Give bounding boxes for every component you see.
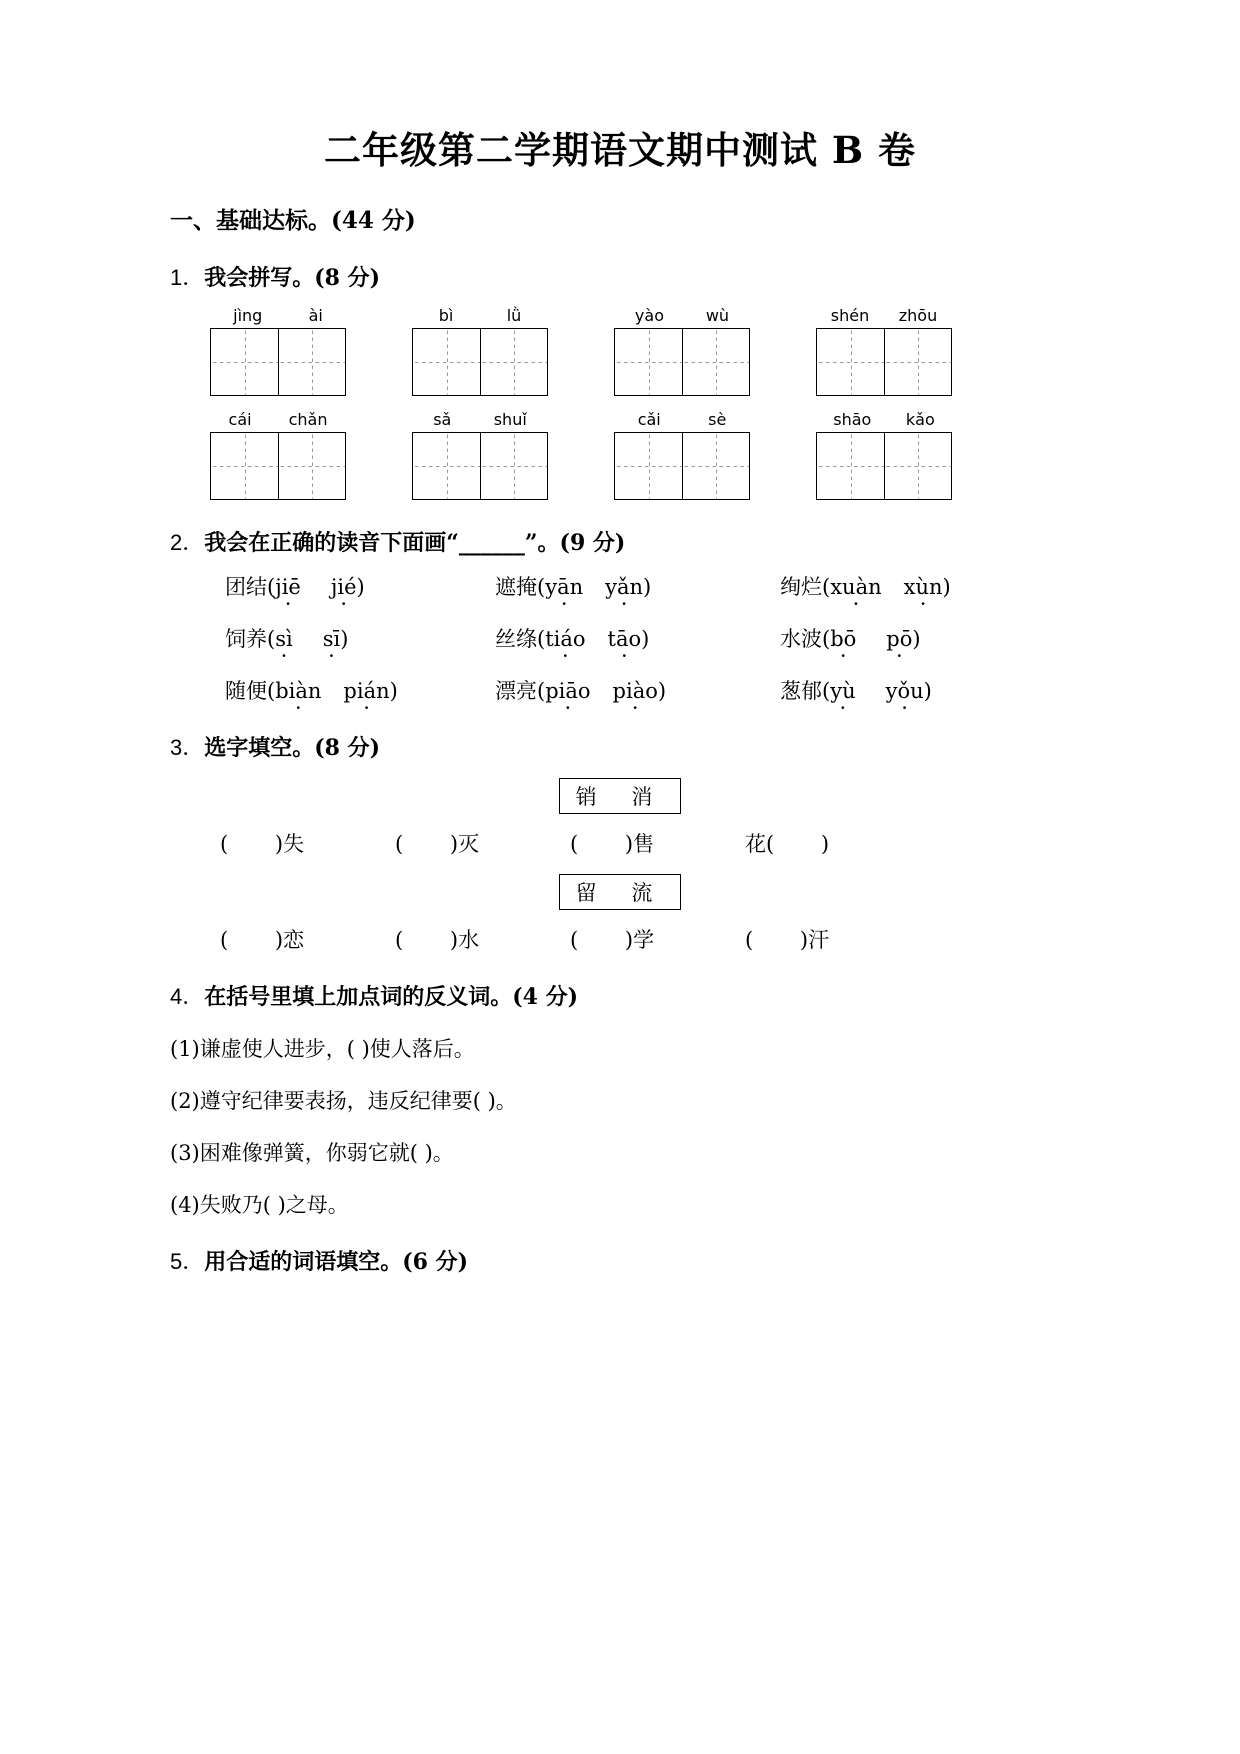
blank-item[interactable]: ( )汗 [745, 928, 830, 952]
writing-boxes[interactable] [210, 432, 346, 500]
word: 饲养 [225, 627, 267, 651]
pinyin-syllable: shāo [833, 410, 872, 429]
pinyin-syllable: cǎi [637, 410, 661, 429]
writing-cell[interactable] [413, 329, 480, 395]
question-2-text: 我会在正确的读音下面画“______”。(9 分) [204, 530, 626, 556]
pronunciation-item[interactable]: 绚烂(xuàn · xùn ·) [780, 571, 1060, 601]
blank-item[interactable]: ( )灭 [395, 832, 480, 856]
page-title: 二年级第二学期语文期中测试 B 卷 [323, 128, 917, 172]
writing-boxes[interactable] [816, 432, 952, 500]
writing-cell[interactable] [817, 329, 884, 395]
word: 水波 [780, 627, 822, 651]
option-a[interactable]: tiáo · [545, 627, 585, 651]
question-4-item[interactable]: (1)谦虚使人进步，( )使人落后。 [170, 1037, 475, 1061]
pronunciation-item[interactable]: 漂亮(piāo · piào ·) [495, 675, 780, 705]
word: 随便 [225, 679, 267, 703]
pronunciation-item[interactable]: 团结(jiē · jié ·) [225, 571, 495, 601]
writing-boxes[interactable] [614, 328, 750, 396]
pinyin-syllable: lǜ [506, 306, 522, 325]
pinyin-grid-item[interactable] [412, 410, 548, 500]
option-b[interactable]: pián · [343, 679, 389, 703]
pinyin-syllable: jìng [233, 306, 263, 325]
pinyin-labels [210, 306, 346, 325]
pinyin-labels [412, 306, 548, 325]
word: 团结 [225, 575, 267, 599]
pinyin-labels [210, 410, 346, 429]
question-4-heading [170, 980, 1070, 1011]
writing-cell[interactable] [278, 329, 345, 395]
question-3-number: 3． [170, 735, 205, 760]
option-a[interactable]: biàn · [275, 679, 321, 703]
writing-cell[interactable] [211, 329, 278, 395]
pinyin-grid-item[interactable] [614, 410, 750, 500]
question-1-text: 我会拼写。(8 分) [204, 265, 381, 291]
pinyin-syllable: shén [830, 306, 870, 325]
question-5-text: 用合适的词语填空。(6 分) [204, 1249, 469, 1275]
pinyin-syllable: bì [438, 306, 454, 325]
option-a[interactable]: xuàn · [830, 575, 881, 599]
question-4-text: 在括号里填上加点词的反义词。(4 分) [204, 984, 579, 1010]
blank-item[interactable]: ( )恋 [220, 928, 305, 952]
pinyin-labels [816, 410, 952, 429]
pinyin-syllable: kǎo [905, 410, 935, 429]
question-4-item[interactable]: (2)遵守纪律要表扬，违反纪律要( )。 [170, 1089, 517, 1113]
pinyin-syllable: cái [228, 410, 252, 429]
option-b[interactable]: xùn · [904, 575, 943, 599]
writing-cell[interactable] [884, 433, 951, 499]
question-1-heading [170, 261, 1070, 292]
blank-item[interactable]: ( )水 [395, 928, 480, 952]
writing-cell[interactable] [480, 433, 547, 499]
writing-cell[interactable] [413, 433, 480, 499]
question-3-heading [170, 731, 1070, 762]
blank-item[interactable]: ( )失 [220, 832, 305, 856]
pronunciation-row [225, 675, 1070, 705]
word: 遮掩 [495, 575, 537, 599]
question-4-item[interactable]: (3)困难像弹簧，你弱它就( )。 [170, 1141, 454, 1165]
option-b[interactable]: yǎn · [605, 575, 643, 599]
option-a[interactable]: jiē · [275, 575, 301, 599]
question-4-number: 4． [170, 984, 205, 1009]
pinyin-grid-row-2 [170, 410, 1070, 500]
blank-item[interactable]: ( )售 [570, 832, 655, 856]
option-a[interactable]: sì · [275, 627, 293, 651]
pinyin-syllable: sǎ [433, 410, 452, 429]
blank-item[interactable]: 花( ) [745, 832, 830, 856]
section-heading: 一、基础达标。(44 分) [170, 207, 416, 234]
writing-cell[interactable] [480, 329, 547, 395]
word: 漂亮 [495, 679, 537, 703]
word: 葱郁 [780, 679, 822, 703]
pronunciation-row [225, 623, 1070, 653]
writing-cell[interactable] [884, 329, 951, 395]
pinyin-syllable: ài [308, 306, 323, 325]
question-3-text: 选字填空。(8 分) [204, 735, 381, 761]
question-5-heading [170, 1245, 1070, 1276]
question-2-number: 2． [170, 530, 205, 555]
pinyin-syllable: chǎn [288, 410, 328, 429]
option-b[interactable]: piào · [613, 679, 658, 703]
char-choice-box-2-wrap [170, 874, 1070, 910]
pinyin-grid-item[interactable] [614, 306, 750, 396]
pinyin-grid-item[interactable] [816, 306, 952, 396]
char-choice-box: 销 消 [559, 778, 682, 814]
option-a[interactable]: piāo · [545, 679, 590, 703]
pinyin-labels [614, 410, 750, 429]
pinyin-syllable: wù [705, 306, 730, 325]
pronunciation-item[interactable]: 随便(biàn · pián ·) [225, 675, 495, 705]
option-b[interactable]: yǒu · [886, 679, 924, 703]
writing-cell[interactable] [682, 433, 749, 499]
pronunciation-item[interactable]: 饲养(sì · sī ·) [225, 623, 495, 653]
pronunciation-item[interactable]: 遮掩(yān · yǎn ·) [495, 571, 780, 601]
option-b[interactable]: pō · [886, 627, 912, 651]
pinyin-grid-row-1 [170, 306, 1070, 396]
option-b[interactable]: tāo · [608, 627, 642, 651]
option-b[interactable]: sī · [323, 627, 341, 651]
pinyin-syllable: zhōu [898, 306, 938, 325]
pinyin-labels [614, 306, 750, 325]
pinyin-grid-item[interactable] [210, 306, 346, 396]
question-2-heading [170, 526, 1070, 557]
writing-boxes[interactable] [412, 432, 548, 500]
pinyin-syllable: yào [634, 306, 664, 325]
char-choice-box: 留 流 [559, 874, 682, 910]
option-a[interactable]: yù · [830, 679, 855, 703]
option-b[interactable]: jié · [331, 575, 357, 599]
pronunciation-item[interactable]: 葱郁(yù · yǒu ·) [780, 675, 1060, 705]
pronunciation-row [225, 571, 1070, 601]
fill-blank-row-2[interactable] [170, 924, 1070, 954]
page-content [170, 120, 1070, 1282]
option-a[interactable]: bō · [830, 627, 856, 651]
writing-cell[interactable] [615, 433, 682, 499]
pronunciation-item[interactable]: 水波(bō · pō ·) [780, 623, 1060, 653]
pinyin-grid-item[interactable] [210, 410, 346, 500]
char-choice-box-1-wrap [170, 778, 1070, 814]
pinyin-grid-item[interactable] [412, 306, 548, 396]
question-4-item[interactable]: (4)失败乃( )之母。 [170, 1193, 349, 1217]
pinyin-syllable: shuǐ [493, 410, 527, 429]
writing-cell[interactable] [682, 329, 749, 395]
writing-boxes[interactable] [412, 328, 548, 396]
pinyin-labels [816, 306, 952, 325]
writing-cell[interactable] [615, 329, 682, 395]
pinyin-syllable: sè [708, 410, 727, 429]
writing-boxes[interactable] [816, 328, 952, 396]
fill-blank-row-1[interactable] [170, 828, 1070, 858]
writing-cell[interactable] [211, 433, 278, 499]
pinyin-labels [412, 410, 548, 429]
writing-cell[interactable] [817, 433, 884, 499]
question-5-number: 5． [170, 1249, 205, 1274]
word: 绚烂 [780, 575, 822, 599]
pinyin-grid-item[interactable] [816, 410, 952, 500]
word: 丝绦 [495, 627, 537, 651]
pronunciation-table [170, 571, 1070, 705]
option-a[interactable]: yān · [545, 575, 583, 599]
writing-boxes[interactable] [614, 432, 750, 500]
blank-item[interactable]: ( )学 [570, 928, 655, 952]
pronunciation-item[interactable]: 丝绦(tiáo · tāo ·) [495, 623, 780, 653]
question-1-number: 1． [170, 265, 205, 290]
writing-cell[interactable] [278, 433, 345, 499]
writing-boxes[interactable] [210, 328, 346, 396]
